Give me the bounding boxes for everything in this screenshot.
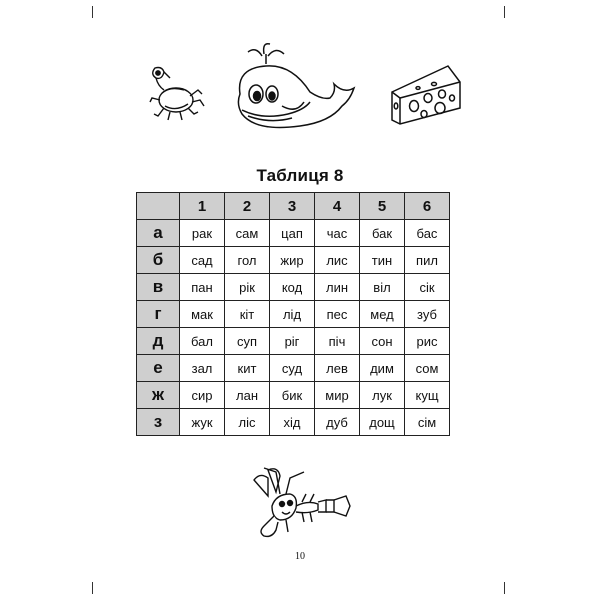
table-row	[137, 220, 450, 247]
table-cell: піч	[315, 328, 360, 355]
column-header: 5	[360, 193, 405, 220]
table-row	[137, 409, 450, 436]
table-cell: бал	[180, 328, 225, 355]
table-cell: рік	[225, 274, 270, 301]
table-cell: сир	[180, 382, 225, 409]
row-header: г	[137, 301, 180, 328]
row-header: а	[137, 220, 180, 247]
table-cell: пил	[405, 247, 450, 274]
table-cell: дуб	[315, 409, 360, 436]
table-cell: сік	[405, 274, 450, 301]
table-row	[137, 274, 450, 301]
table-cell: сім	[405, 409, 450, 436]
whale-illustration	[226, 40, 362, 138]
table-cell: зуб	[405, 301, 450, 328]
table-corner-cell	[137, 193, 180, 220]
table-cell: мед	[360, 301, 405, 328]
table-cell: ріг	[270, 328, 315, 355]
table-cell: пан	[180, 274, 225, 301]
table-cell: жир	[270, 247, 315, 274]
table-cell: суд	[270, 355, 315, 382]
row-header: б	[137, 247, 180, 274]
page-number: 10	[295, 551, 305, 562]
column-header: 1	[180, 193, 225, 220]
table-cell: лук	[360, 382, 405, 409]
table-cell: лан	[225, 382, 270, 409]
table-cell: мир	[315, 382, 360, 409]
table-cell: лев	[315, 355, 360, 382]
row-header: д	[137, 328, 180, 355]
crop-mark	[504, 582, 505, 594]
table-cell: віл	[360, 274, 405, 301]
lobster-illustration	[246, 466, 352, 540]
table-cell: цап	[270, 220, 315, 247]
table-cell: кіт	[225, 301, 270, 328]
table-cell: лід	[270, 301, 315, 328]
table-cell: сом	[405, 355, 450, 382]
column-header: 3	[270, 193, 315, 220]
table-cell: жук	[180, 409, 225, 436]
table-cell: зал	[180, 355, 225, 382]
word-table	[136, 192, 450, 436]
table-row	[137, 355, 450, 382]
table-cell: ліс	[225, 409, 270, 436]
row-header: е	[137, 355, 180, 382]
table-cell: рак	[180, 220, 225, 247]
table-cell: дим	[360, 355, 405, 382]
cheese-illustration	[388, 62, 464, 128]
table-row	[137, 247, 450, 274]
crop-mark	[92, 582, 93, 594]
table-cell: сам	[225, 220, 270, 247]
table-cell: сон	[360, 328, 405, 355]
table-cell: тин	[360, 247, 405, 274]
table-cell: лис	[315, 247, 360, 274]
table-cell: бас	[405, 220, 450, 247]
table-row	[137, 328, 450, 355]
table-cell: бик	[270, 382, 315, 409]
row-header: в	[137, 274, 180, 301]
table-cell: сад	[180, 247, 225, 274]
table-cell: бак	[360, 220, 405, 247]
crop-mark	[504, 6, 505, 18]
table-cell: лин	[315, 274, 360, 301]
table-cell: пес	[315, 301, 360, 328]
column-header: 2	[225, 193, 270, 220]
crab-illustration	[140, 60, 210, 126]
table-cell: гол	[225, 247, 270, 274]
table-title: Таблиця 8	[256, 166, 344, 185]
table-row	[137, 382, 450, 409]
table-cell: час	[315, 220, 360, 247]
table-row	[137, 301, 450, 328]
table-cell: рис	[405, 328, 450, 355]
table-cell: суп	[225, 328, 270, 355]
table-cell: дощ	[360, 409, 405, 436]
table-cell: хід	[270, 409, 315, 436]
table-cell: кит	[225, 355, 270, 382]
row-header: ж	[137, 382, 180, 409]
table-cell: мак	[180, 301, 225, 328]
row-header: з	[137, 409, 180, 436]
column-header: 4	[315, 193, 360, 220]
table-header-row	[137, 193, 450, 220]
table-cell: код	[270, 274, 315, 301]
column-header: 6	[405, 193, 450, 220]
table-cell: кущ	[405, 382, 450, 409]
crop-mark	[92, 6, 93, 18]
